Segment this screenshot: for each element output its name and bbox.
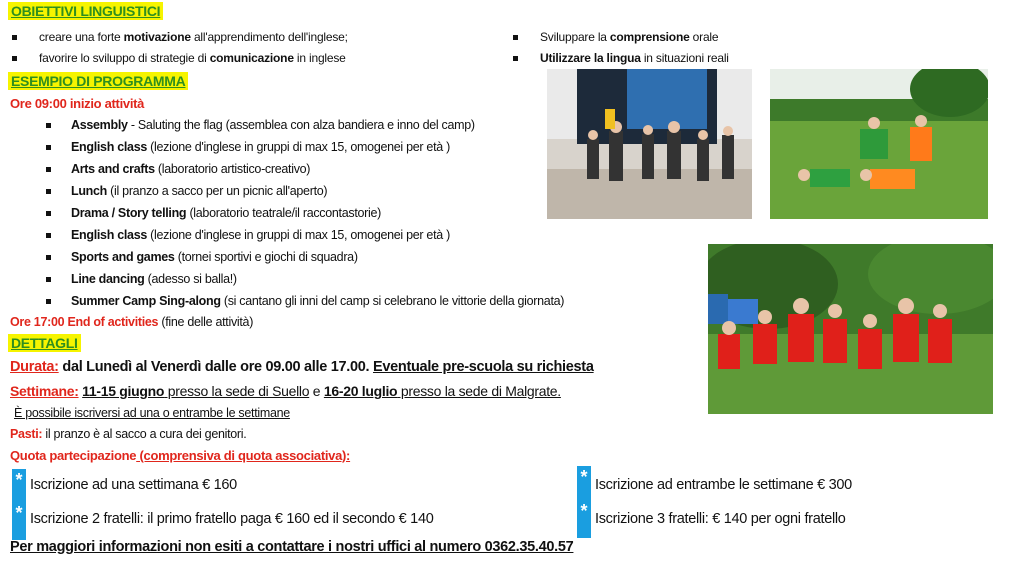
text: Sviluppare la: [540, 30, 610, 44]
text-bold: comunicazione: [209, 51, 294, 65]
bullet-icon: [46, 123, 51, 128]
fee-item: Iscrizione 3 fratelli: € 140 per ogni fratello: [595, 511, 846, 527]
text: (si cantano gli inni del camp si celebrano le vittorie della giornata): [220, 294, 565, 308]
text: (tornei sportivi e giochi di squadra): [174, 250, 358, 264]
asterisk-icon: *: [12, 469, 26, 507]
iscrizione-note: È possibile iscriversi ad una o entrambe le settimane: [14, 406, 290, 420]
text: in inglese: [293, 51, 346, 65]
text-bold: Summer Camp Sing-along: [71, 294, 221, 308]
text-bold: 11-15 giugno: [82, 383, 165, 399]
text-bold: Utilizzare la lingua: [540, 51, 641, 65]
heading-dettagli: DETTAGLI: [8, 334, 81, 352]
heading-esempio: ESEMPIO DI PROGRAMMA: [8, 72, 188, 90]
program-item: [46, 162, 310, 176]
heading-obiettivi: OBIETTIVI LINGUISTICI: [8, 2, 163, 20]
program-item: [46, 250, 358, 264]
text: (laboratorio artistico-creativo): [154, 162, 311, 176]
bullet-icon: [513, 56, 518, 61]
program-item: [46, 206, 381, 220]
text-bold: Sports and games: [71, 250, 175, 264]
obiettivo-item: [12, 30, 348, 44]
program-item: [46, 184, 327, 198]
text-bold: Arts and crafts: [71, 162, 155, 176]
text: all'apprendimento dell'inglese;: [190, 30, 348, 44]
settimane-line: [10, 383, 561, 399]
text: creare una forte: [39, 30, 124, 44]
text-bold: Lunch: [71, 184, 107, 198]
program-item: [46, 140, 450, 154]
text: Eventuale pre-scuola su richiesta: [373, 359, 594, 375]
text-bold: 16-20 luglio: [323, 383, 398, 399]
asterisk-icon: *: [577, 466, 591, 504]
text-bold: comprensione: [609, 30, 690, 44]
text: (lezione d'inglese in gruppi di max 15, omogenei per età ): [147, 228, 450, 242]
text: (laboratorio teatrale/il raccontastorie): [186, 206, 382, 220]
photo-kids-lawn: [770, 69, 988, 219]
obiettivo-item: [12, 51, 346, 65]
bullet-icon: [46, 189, 51, 194]
text-bold: Assembly: [71, 118, 128, 132]
bullet-icon: [46, 167, 51, 172]
bullet-icon: [46, 277, 51, 282]
text: (il pranzo a sacco per un picnic all'aperto): [107, 184, 328, 198]
text-bold: motivazione: [123, 30, 191, 44]
program-item: [46, 228, 450, 242]
photo-kids-stage: [547, 69, 752, 219]
pasti-label: Pasti:: [10, 427, 43, 441]
start-time: Ore 09:00 inizio attività: [10, 96, 145, 111]
bullet-icon: [12, 35, 17, 40]
text: il pranzo è al sacco a cura dei genitori.: [42, 427, 247, 441]
contact-line: Per maggiori informazioni non esiti a contattare i nostri uffici al numero 0362.35.40.57: [10, 539, 574, 555]
quota-paren: (comprensiva di quota associativa):: [136, 448, 351, 463]
text-bold: English class: [71, 140, 147, 154]
text: (lezione d'inglese in gruppi di max 15, omogenei per età ): [147, 140, 450, 154]
bullet-icon: [46, 145, 51, 150]
asterisk-icon: *: [577, 500, 591, 538]
text-bold: English class: [71, 228, 147, 242]
text: (adesso si balla!): [144, 272, 237, 286]
pasti-line: [10, 427, 246, 441]
durata-label: Durata:: [10, 359, 59, 375]
text: presso la sede di Malgrate.: [397, 383, 561, 399]
settimane-label: Settimane:: [10, 383, 79, 399]
photo-kids-group: [708, 244, 993, 414]
bullet-icon: [46, 299, 51, 304]
text: dal Lunedì al Venerdì dalle ore 09.00 alle 17.00.: [58, 359, 370, 375]
text: orale: [689, 30, 719, 44]
fee-item: Iscrizione ad una settimana € 160: [30, 477, 237, 493]
bullet-icon: [46, 211, 51, 216]
asterisk-icon: *: [12, 502, 26, 540]
bullet-icon: [513, 35, 518, 40]
text: favorire lo sviluppo di strategie di: [39, 51, 210, 65]
text-red: Ore 17:00 End of activities: [10, 315, 159, 329]
text: presso la sede di Suello: [164, 383, 310, 399]
fee-item: Iscrizione ad entrambe le settimane € 300: [595, 477, 852, 493]
durata-line: [10, 359, 594, 375]
end-time: [10, 315, 253, 329]
obiettivo-item: [513, 51, 729, 65]
text: - Saluting the flag (assemblea con alza bandiera e inno del camp): [127, 118, 475, 132]
bullet-icon: [46, 233, 51, 238]
quota-label: Quota partecipazione: [10, 448, 137, 463]
text-bold: Line dancing: [71, 272, 145, 286]
quota-line: [10, 448, 350, 463]
program-item: [46, 118, 475, 132]
fee-item: Iscrizione 2 fratelli: il primo fratello paga € 160 ed il secondo € 140: [30, 511, 434, 527]
text: (fine delle attività): [158, 315, 254, 329]
text-bold: Drama / Story telling: [71, 206, 187, 220]
obiettivo-item: [513, 30, 718, 44]
bullet-icon: [12, 56, 17, 61]
text: in situazioni reali: [640, 51, 729, 65]
program-item: [46, 294, 564, 308]
text: e: [309, 383, 324, 399]
program-item: [46, 272, 237, 286]
bullet-icon: [46, 255, 51, 260]
